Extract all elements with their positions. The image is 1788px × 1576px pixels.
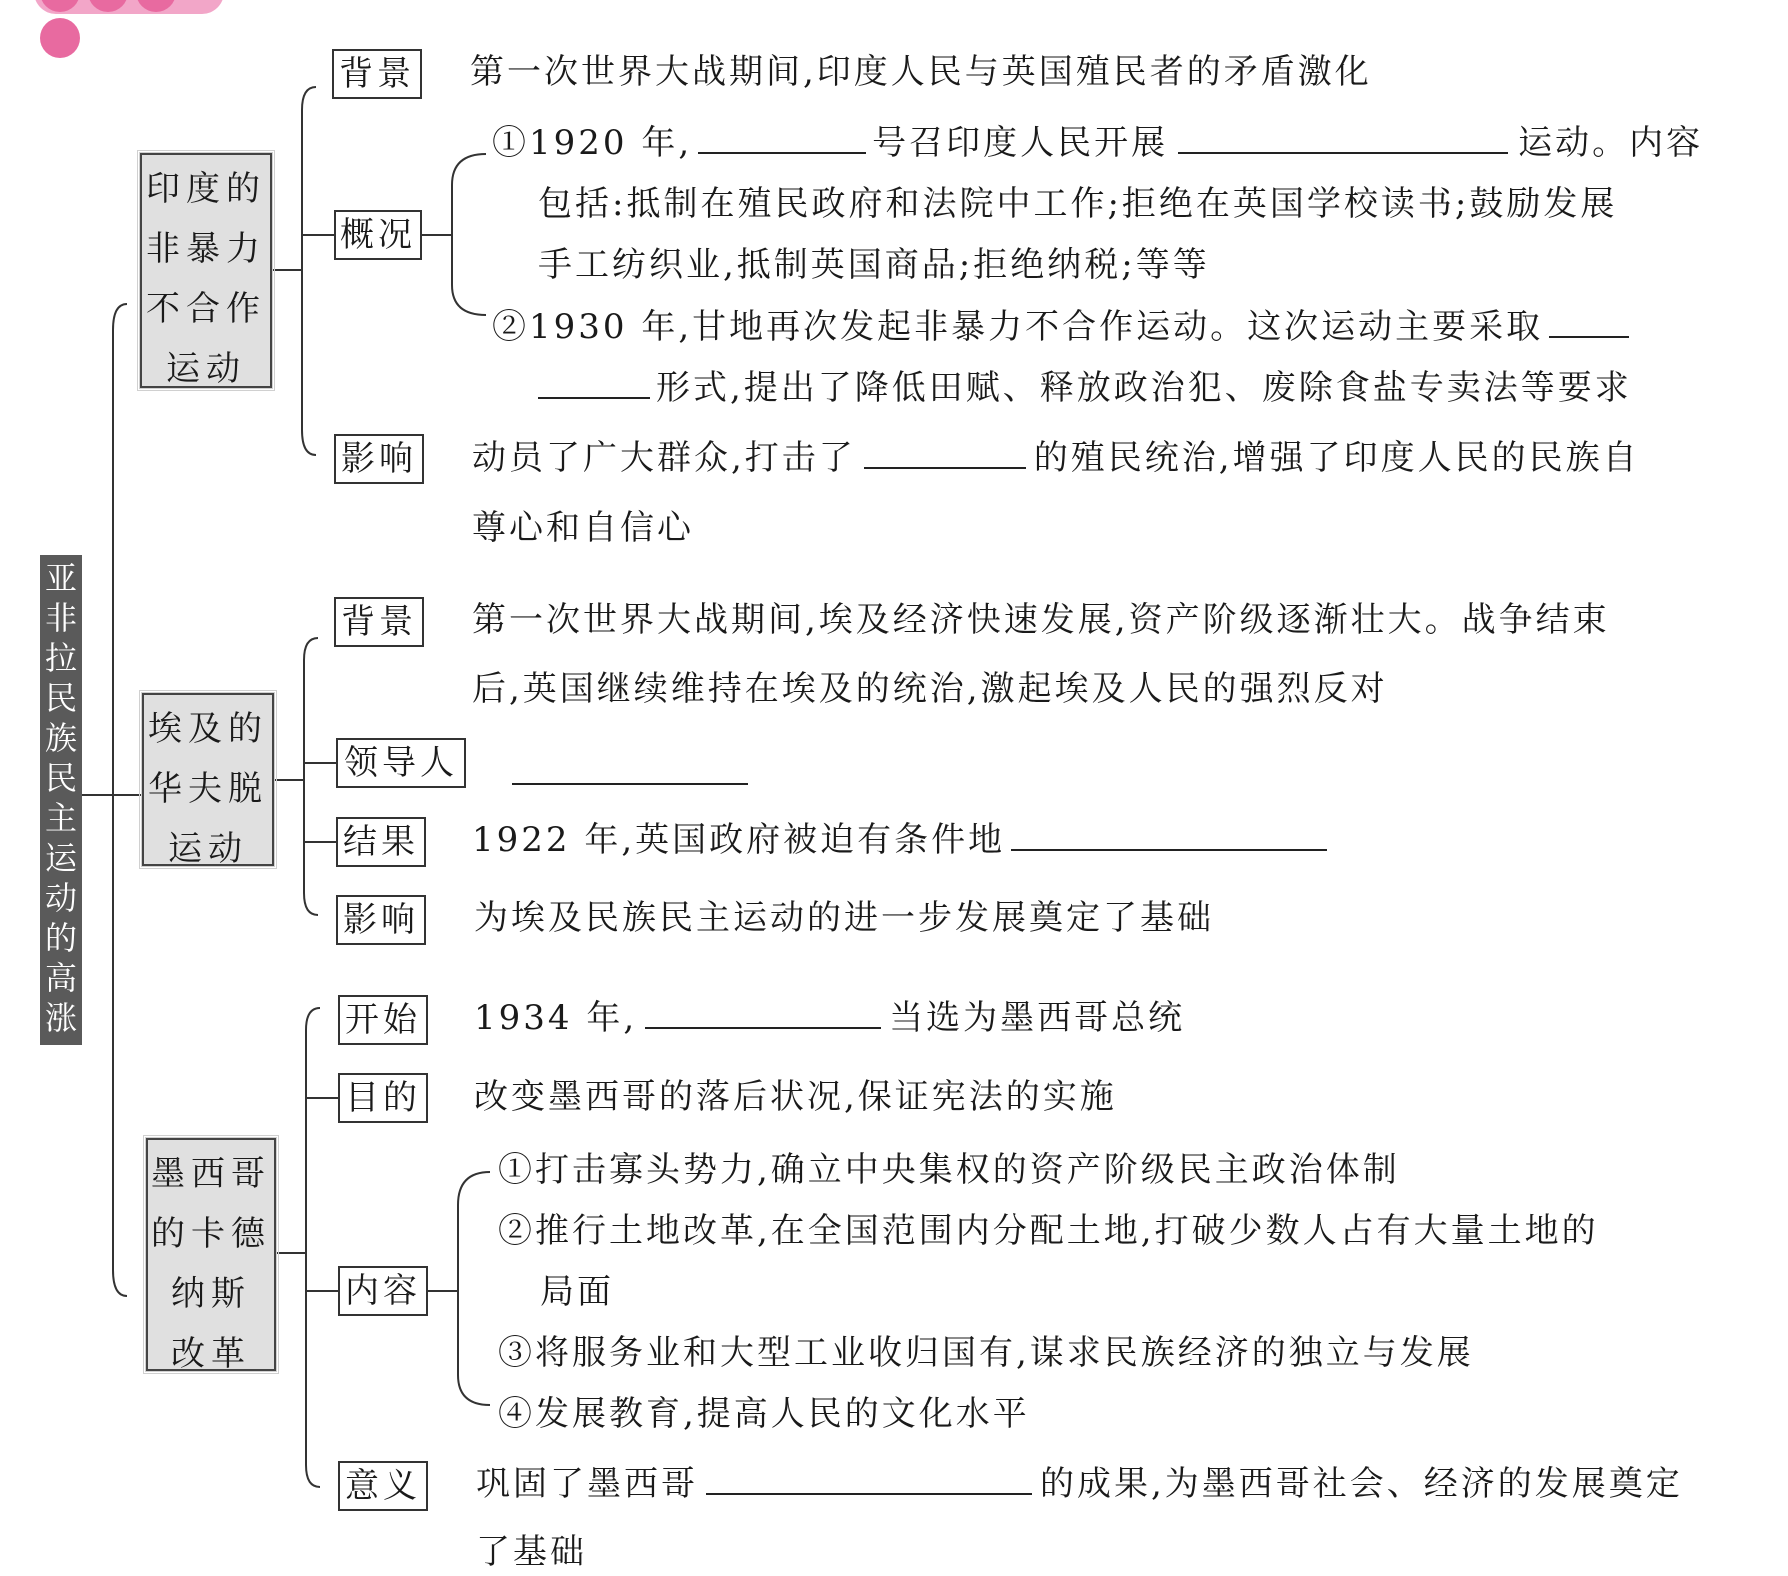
- topic-line: 的卡德: [151, 1214, 271, 1254]
- text-fragment: 号召印度人民开展: [872, 123, 1169, 163]
- topic-line: 运动: [168, 829, 248, 869]
- topic-line: 不合作: [146, 289, 266, 329]
- india-overview-line1: [492, 123, 1703, 163]
- text-fragment: 动员了广大群众,打击了: [472, 438, 856, 478]
- root-char: 拉: [44, 639, 77, 677]
- text-fragment: 当选为墨西哥总统: [889, 998, 1186, 1038]
- root-char: 的: [44, 919, 77, 957]
- label-mexico-significance: 意义: [338, 1461, 428, 1511]
- root-char: 非: [44, 599, 77, 637]
- topic-line: 华夫脱: [148, 769, 268, 809]
- root-char: 族: [44, 719, 77, 757]
- egypt-background-line1: 第一次世界大战期间,埃及经济快速发展,资产阶级逐渐壮大。战争结束: [472, 600, 1610, 640]
- india-overview-line5: [538, 368, 1632, 408]
- india-impact-line2: 尊心和自信心: [472, 508, 694, 548]
- egypt-background-line2: 后,英国继续维持在埃及的统治,激起埃及人民的强烈反对: [472, 669, 1388, 709]
- mexico-start-line: [474, 998, 1185, 1038]
- root-title: [40, 555, 82, 1045]
- mexico-content-2b: 局面: [540, 1272, 614, 1312]
- mexico-content-2: ②推行土地改革,在全国范围内分配土地,打破少数人占有大量土地的: [498, 1211, 1599, 1251]
- text-fragment: ②1930 年,甘地再次发起非暴力不合作运动。这次运动主要采取: [492, 307, 1544, 347]
- topic-line: 墨西哥: [151, 1154, 271, 1194]
- india-overview-line2: 包括:抵制在殖民政府和法院中工作;拒绝在英国学校读书;鼓励发展: [538, 184, 1618, 224]
- label-mexico-purpose: 目的: [338, 1073, 428, 1123]
- topic-line: 纳斯: [171, 1274, 251, 1314]
- text-fragment: 1922 年,英国政府被迫有条件地: [472, 820, 1006, 860]
- root-char: 涨: [44, 999, 77, 1037]
- topic-mexico: [146, 1138, 276, 1374]
- topic-line: 改革: [171, 1334, 251, 1374]
- label-india-background: 背景: [332, 49, 422, 99]
- topic-line: 运动: [166, 349, 246, 389]
- india-background-text: 第一次世界大战期间,印度人民与英国殖民者的矛盾激化: [470, 52, 1372, 92]
- root-char: 动: [44, 879, 77, 917]
- root-char: 运: [44, 839, 77, 877]
- fill-blank: [645, 1001, 881, 1029]
- root-char: 主: [44, 799, 77, 837]
- root-char: 民: [44, 679, 77, 717]
- label-mexico-start: 开始: [338, 995, 428, 1045]
- fill-blank: [1178, 126, 1508, 154]
- label-india-overview: 概况: [334, 210, 422, 260]
- text-fragment: 形式,提出了降低田赋、释放政治犯、废除食盐专卖法等要求: [656, 368, 1632, 408]
- mexico-content-1: ①打击寡头势力,确立中央集权的资产阶级民主政治体制: [498, 1150, 1400, 1190]
- topic-line: 非暴力: [146, 229, 266, 269]
- topic-india: [140, 153, 272, 388]
- text-fragment: 的殖民统治,增强了印度人民的民族自: [1033, 438, 1640, 478]
- topic-egypt: [142, 693, 274, 869]
- topic-line: 埃及的: [148, 709, 268, 749]
- mexico-significance-line2: 了基础: [476, 1532, 587, 1572]
- fill-blank: [698, 126, 866, 154]
- label-egypt-leader: 领导人: [336, 738, 466, 788]
- egypt-leader-blank: [512, 757, 748, 785]
- text-fragment: 的成果,为墨西哥社会、经济的发展奠定: [1040, 1464, 1683, 1504]
- fill-blank: [1011, 823, 1327, 851]
- india-overview-line4: [492, 307, 1629, 347]
- fill-blank: [864, 441, 1026, 469]
- india-impact-line1: [472, 438, 1640, 478]
- mexico-content-4: ④发展教育,提高人民的文化水平: [498, 1394, 1030, 1434]
- mexico-significance-line1: [476, 1464, 1683, 1504]
- text-fragment: ①1920 年,: [492, 123, 693, 163]
- label-egypt-impact: 影响: [336, 895, 426, 945]
- egypt-result-line: [472, 820, 1327, 860]
- mexico-content-3: ③将服务业和大型工业收归国有,谋求民族经济的独立与发展: [498, 1333, 1474, 1373]
- fill-blank: [706, 1467, 1032, 1495]
- india-overview-line3: 手工纺织业,抵制英国商品;拒绝纳税;等等: [538, 245, 1210, 285]
- fill-blank: [1549, 310, 1629, 338]
- topic-line: 印度的: [146, 169, 266, 209]
- mexico-purpose-text: 改变墨西哥的落后状况,保证宪法的实施: [474, 1077, 1117, 1117]
- label-egypt-background: 背景: [334, 597, 424, 647]
- label-mexico-content: 内容: [338, 1266, 428, 1316]
- root-char: 高: [44, 959, 77, 997]
- root-char: 亚: [44, 559, 77, 597]
- label-india-impact: 影响: [334, 434, 424, 484]
- root-char: 民: [44, 759, 77, 797]
- text-fragment: 巩固了墨西哥: [476, 1464, 698, 1504]
- text-fragment: 1934 年,: [474, 998, 638, 1038]
- fill-blank: [538, 371, 650, 399]
- label-egypt-result: 结果: [336, 817, 426, 867]
- text-fragment: 运动。内容: [1518, 123, 1704, 163]
- egypt-impact-text: 为埃及民族民主运动的进一步发展奠定了基础: [474, 898, 1214, 938]
